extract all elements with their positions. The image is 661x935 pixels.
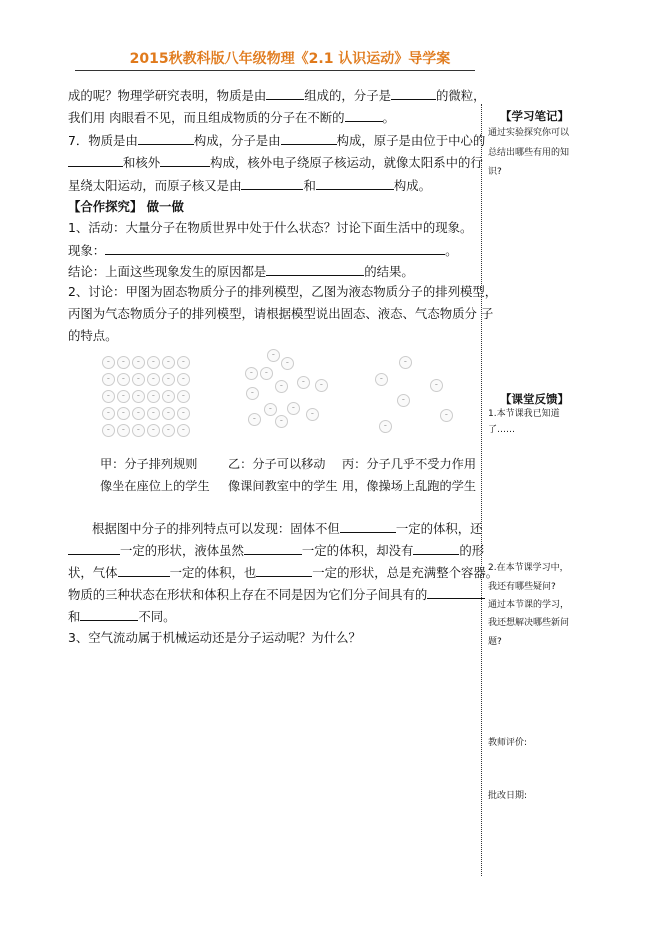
solid-molecule-icon: ᵕ bbox=[132, 373, 145, 386]
text: 物质的三种状态在形状和体积上存在不同是因为它们分子间具有的 bbox=[68, 587, 428, 602]
text: 成的呢？物理学研究表明，物质是由 bbox=[68, 88, 267, 103]
blank[interactable] bbox=[266, 263, 364, 276]
blank[interactable] bbox=[340, 520, 396, 533]
solid-molecule-icon: ᵕ bbox=[117, 390, 130, 403]
blank[interactable] bbox=[256, 564, 312, 577]
solid-molecule-icon: ᵕ bbox=[132, 407, 145, 420]
liquid-molecule-icon: ᵕ bbox=[264, 403, 277, 416]
feedback-text: 1.本节课我已知道 bbox=[488, 409, 560, 419]
liquid-molecule-icon: ᵕ bbox=[275, 380, 288, 393]
blank[interactable] bbox=[345, 109, 383, 122]
text: 的结果。 bbox=[364, 264, 414, 279]
liquid-molecule-icon: ᵕ bbox=[246, 387, 259, 400]
gas-molecule-icon: ᵕ bbox=[375, 373, 388, 386]
solid-molecule-icon: ᵕ bbox=[147, 373, 160, 386]
gas-molecule-icon: ᵕ bbox=[397, 394, 410, 407]
text: 一定的体积，却没有 bbox=[301, 543, 414, 558]
blank[interactable] bbox=[266, 87, 304, 100]
text: 。 bbox=[445, 243, 458, 258]
blank[interactable] bbox=[316, 177, 394, 190]
text: 构成，原子是由位于中心的 bbox=[336, 133, 486, 148]
text-line bbox=[68, 177, 431, 194]
blank[interactable] bbox=[413, 542, 459, 555]
solid-molecule-icon: ᵕ bbox=[177, 407, 190, 420]
solid-molecule-icon: ᵕ bbox=[177, 424, 190, 437]
title-rule bbox=[75, 70, 475, 71]
text-line bbox=[68, 154, 483, 171]
feedback-heading: 【课堂反馈】 bbox=[500, 392, 569, 406]
text-line bbox=[68, 132, 485, 149]
text: 星绕太阳运动，而原子核又是由 bbox=[68, 178, 242, 193]
text: 一定的形状，液体虽然 bbox=[120, 543, 244, 558]
solid-molecule-icon: ᵕ bbox=[162, 424, 175, 437]
text: 状，气体 bbox=[68, 565, 118, 580]
text: 7．物质是由 bbox=[68, 133, 138, 148]
blank[interactable] bbox=[80, 608, 138, 621]
text: 的微粒， bbox=[435, 88, 486, 103]
gas-molecule-icon: ᵕ bbox=[440, 409, 453, 422]
solid-molecule-icon: ᵕ bbox=[162, 356, 175, 369]
column-divider bbox=[481, 104, 482, 876]
text: 结论：上面这些现象发生的原因都是 bbox=[68, 264, 267, 279]
notes-heading: 【学习笔记】 bbox=[500, 109, 569, 123]
blank[interactable] bbox=[68, 542, 120, 555]
gas-molecule-icon: ᵕ bbox=[379, 420, 392, 433]
solid-molecule-icon: ᵕ bbox=[102, 407, 115, 420]
feedback-text: 我还想解决哪些新问 bbox=[488, 618, 570, 628]
liquid-molecule-icon: ᵕ bbox=[281, 357, 294, 370]
caption-solid: 像坐在座位上的学生 bbox=[100, 479, 210, 493]
text-line bbox=[68, 586, 485, 603]
text-line bbox=[68, 87, 486, 104]
notes-text: 通过实验探究你可以 bbox=[488, 128, 570, 138]
caption-gas: 用，像操场上乱跑的学生 bbox=[342, 479, 477, 493]
liquid-molecule-icon: ᵕ bbox=[248, 413, 261, 426]
text-line bbox=[68, 542, 484, 559]
text-line: 的特点。 bbox=[68, 328, 118, 343]
text-line bbox=[68, 109, 395, 126]
page-title: 2015秋教科版八年级物理《2.1 认识运动》导学案 bbox=[129, 51, 451, 67]
text: 一定的形状，总是充满整个容器。 bbox=[312, 565, 499, 580]
solid-molecule-icon: ᵕ bbox=[177, 356, 190, 369]
caption-liquid: 乙：分子可以移动 bbox=[228, 457, 326, 471]
solid-molecule-icon: ᵕ bbox=[147, 356, 160, 369]
solid-molecule-icon: ᵕ bbox=[117, 424, 130, 437]
liquid-molecule-icon: ᵕ bbox=[275, 415, 288, 428]
text-line bbox=[68, 564, 498, 581]
solid-molecule-icon: ᵕ bbox=[132, 390, 145, 403]
solid-molecule-icon: ᵕ bbox=[117, 373, 130, 386]
teacher-evaluation-label: 教师评价: bbox=[488, 738, 528, 748]
text: 。 bbox=[382, 110, 395, 125]
section-heading: 【合作探究】 做一做 bbox=[68, 199, 184, 214]
feedback-text: 了…… bbox=[488, 425, 516, 435]
blank[interactable] bbox=[244, 542, 302, 555]
liquid-molecule-icon: ᵕ bbox=[315, 379, 328, 392]
text: 我们用 肉眼看不见，而且组成物质的分子在不断的 bbox=[68, 110, 345, 125]
solid-molecule-icon: ᵕ bbox=[117, 356, 130, 369]
blank[interactable] bbox=[105, 242, 445, 255]
feedback-text: 2.在本节课学习中， bbox=[488, 563, 569, 573]
solid-molecule-icon: ᵕ bbox=[117, 407, 130, 420]
feedback-text: 通过本节课的学习， bbox=[488, 600, 570, 610]
blank[interactable] bbox=[68, 154, 123, 167]
liquid-molecule-icon: ᵕ bbox=[267, 349, 280, 362]
liquid-molecule-icon: ᵕ bbox=[260, 367, 273, 380]
text-line bbox=[92, 520, 483, 537]
text: 和 bbox=[303, 178, 316, 193]
text: 和 bbox=[68, 609, 81, 624]
question-1: 1、活动：大量分子在物质世界中处于什么状态？讨论下面生活中的现象。 bbox=[68, 220, 473, 235]
text: 和核外 bbox=[123, 155, 161, 170]
caption-gas: 丙：分子几乎不受力作用 bbox=[342, 457, 477, 471]
question-2: 2、讨论：甲图为固态物质分子的排列模型，乙图为液态物质分子的排列模型， bbox=[68, 284, 498, 299]
question-3: 3、空气流动属于机械运动还是分子运动呢？为什么？ bbox=[68, 630, 361, 645]
solid-molecule-icon: ᵕ bbox=[132, 424, 145, 437]
text: 的形 bbox=[459, 543, 485, 558]
text: 现象： bbox=[68, 243, 106, 258]
text: 一定的体积，也 bbox=[169, 565, 257, 580]
liquid-molecule-icon: ᵕ bbox=[245, 367, 258, 380]
solid-molecule-icon: ᵕ bbox=[102, 390, 115, 403]
solid-molecule-icon: ᵕ bbox=[102, 424, 115, 437]
text-line bbox=[68, 263, 414, 280]
gas-molecule-icon: ᵕ bbox=[430, 379, 443, 392]
text: 构成，分子是由 bbox=[193, 133, 281, 148]
notes-text: 识? bbox=[488, 167, 502, 177]
text: 构成，核外电子绕原子核运动，就像太阳系中的行 bbox=[210, 155, 483, 170]
blank[interactable] bbox=[138, 132, 194, 145]
solid-molecule-icon: ᵕ bbox=[162, 390, 175, 403]
liquid-molecule-icon: ᵕ bbox=[297, 376, 310, 389]
solid-molecule-icon: ᵕ bbox=[147, 424, 160, 437]
solid-molecule-icon: ᵕ bbox=[162, 373, 175, 386]
solid-molecule-icon: ᵕ bbox=[177, 373, 190, 386]
notes-text: 总结出哪些有用的知 bbox=[488, 148, 570, 158]
text: 构成。 bbox=[393, 178, 432, 193]
text-line bbox=[68, 242, 458, 259]
solid-molecule-icon: ᵕ bbox=[147, 407, 160, 420]
solid-molecule-icon: ᵕ bbox=[177, 390, 190, 403]
blank[interactable] bbox=[281, 132, 337, 145]
grading-date-label: 批改日期: bbox=[488, 791, 528, 801]
solid-molecule-icon: ᵕ bbox=[102, 373, 115, 386]
text: 一定的体积，还 bbox=[395, 521, 483, 536]
text: 组成的，分子是 bbox=[304, 88, 391, 103]
text-line: 丙图为气态物质分子的排列模型，请根据模型说出固态、液态、气态物质分 子 bbox=[68, 306, 494, 321]
text: 不同。 bbox=[138, 609, 176, 624]
solid-molecule-icon: ᵕ bbox=[162, 407, 175, 420]
solid-molecule-icon: ᵕ bbox=[147, 390, 160, 403]
caption-solid: 甲：分子排列规则 bbox=[100, 457, 198, 471]
feedback-text: 题? bbox=[488, 637, 502, 647]
blank[interactable] bbox=[427, 586, 485, 599]
text-line bbox=[68, 608, 176, 625]
blank[interactable] bbox=[241, 177, 303, 190]
blank[interactable] bbox=[160, 154, 210, 167]
text: 根据图中分子的排列特点可以发现：固体不但 bbox=[92, 521, 340, 536]
blank[interactable] bbox=[391, 87, 436, 100]
solid-molecule-icon: ᵕ bbox=[132, 356, 145, 369]
liquid-molecule-icon: ᵕ bbox=[287, 402, 300, 415]
gas-molecule-icon: ᵕ bbox=[399, 356, 412, 369]
solid-molecule-icon: ᵕ bbox=[102, 356, 115, 369]
liquid-molecule-icon: ᵕ bbox=[306, 408, 319, 421]
blank[interactable] bbox=[118, 564, 170, 577]
feedback-text: 我还有哪些疑问? bbox=[488, 582, 556, 592]
caption-liquid: 像课间教室中的学生 bbox=[228, 479, 338, 493]
